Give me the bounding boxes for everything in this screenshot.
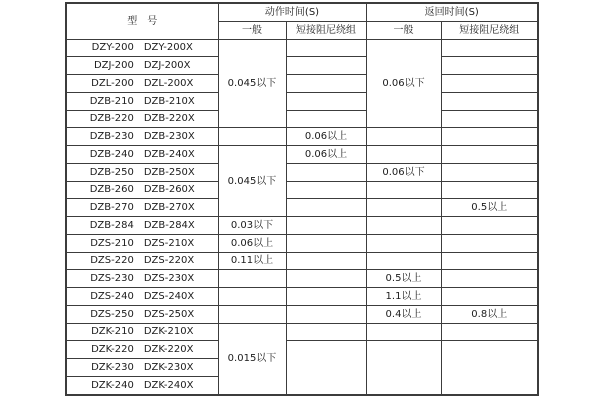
return-general-cell: 0.5以上 [366, 270, 441, 288]
model-name-x: DZB-230X [143, 131, 195, 143]
header-action-general: 一般 [218, 21, 286, 39]
return-damping-cell [441, 270, 538, 288]
model-cell [66, 181, 218, 199]
action-damping-cell [286, 252, 366, 270]
model-name-x: DZS-220X [143, 255, 195, 267]
model-name-x: DZB-210X [143, 95, 195, 107]
return-damping-cell [441, 92, 538, 110]
model-name-x: DZJ-200X [143, 60, 191, 72]
model-name-x: DZB-270X [143, 202, 195, 214]
model-name: DZB-270 [89, 202, 134, 214]
model-name: DZS-220 [90, 255, 134, 267]
table-row [66, 341, 538, 359]
model-cell [66, 252, 218, 270]
action-general-cell: 0.06以上 [218, 234, 286, 252]
action-damping-cell [286, 39, 366, 57]
model-cell [66, 323, 218, 341]
model-name-x: DZK-220X [143, 344, 194, 356]
header-model: 型 号 [66, 3, 218, 39]
return-general-cell [366, 199, 441, 217]
table-row [66, 305, 538, 323]
model-name-x: DZB-250X [143, 166, 195, 178]
model-name: DZL-200 [91, 77, 134, 89]
action-damping-cell [286, 75, 366, 93]
table-row [66, 252, 538, 270]
return-general-cell [366, 217, 441, 235]
model-name: DZB-250 [89, 166, 134, 178]
table-row [66, 39, 538, 57]
table-row [66, 234, 538, 252]
model-cell [66, 288, 218, 306]
header-return-general: 一般 [366, 21, 441, 39]
model-name: DZK-230 [91, 361, 134, 373]
model-cell [66, 39, 218, 57]
model-name: DZB-230 [89, 131, 134, 143]
model-cell [66, 163, 218, 181]
table-row [66, 288, 538, 306]
action-damping-cell [286, 181, 366, 199]
return-general-cell [366, 181, 441, 199]
return-damping-cell: 0.5以上 [441, 199, 538, 217]
return-damping-cell [441, 288, 538, 306]
model-cell [66, 359, 218, 377]
header-return-damping: 短接阻尼绕组 [441, 21, 538, 39]
return-general-cell [366, 146, 441, 164]
return-damping-cell [441, 252, 538, 270]
model-name-x: DZB-220X [143, 113, 195, 125]
return-damping-cell [441, 57, 538, 75]
model-name: DZB-220 [89, 113, 134, 125]
return-damping-cell [441, 341, 538, 395]
table-row [66, 92, 538, 110]
model-name-x: DZB-240X [143, 148, 195, 160]
return-damping-cell [441, 75, 538, 93]
table-row [66, 181, 538, 199]
model-name: DZB-240 [89, 148, 134, 160]
return-general-cell: 0.06以下 [366, 39, 441, 128]
model-name: DZB-210 [89, 95, 134, 107]
return-general-cell: 1.1以上 [366, 288, 441, 306]
model-cell [66, 110, 218, 128]
header-return-time: 返回时间(S) [366, 3, 538, 21]
model-name-x: DZS-250X [143, 308, 195, 320]
model-name-x: DZK-210X [143, 326, 194, 338]
return-damping-cell [441, 39, 538, 57]
return-general-cell: 0.4以上 [366, 305, 441, 323]
action-general-cell [218, 270, 286, 288]
return-general-cell [366, 234, 441, 252]
return-damping-cell: 0.8以上 [441, 305, 538, 323]
relay-spec-table [65, 2, 539, 396]
action-damping-cell [286, 217, 366, 235]
model-cell [66, 199, 218, 217]
model-cell [66, 146, 218, 164]
return-general-cell [366, 128, 441, 146]
action-damping-cell [286, 323, 366, 341]
table-row [66, 110, 538, 128]
model-name-x: DZS-240X [143, 290, 195, 302]
model-cell [66, 234, 218, 252]
table-row [66, 323, 538, 341]
model-name: DZS-210 [90, 237, 134, 249]
action-damping-cell [286, 110, 366, 128]
model-cell [66, 305, 218, 323]
return-damping-cell [441, 234, 538, 252]
header-action-damping: 短接阻尼绕组 [286, 21, 366, 39]
model-name: DZJ-200 [93, 60, 134, 72]
model-name: DZS-240 [90, 290, 134, 302]
model-cell [66, 341, 218, 359]
model-name: DZY-200 [91, 42, 134, 54]
return-general-cell [366, 323, 441, 341]
action-general-cell: 0.015以下 [218, 323, 286, 395]
model-name-x: DZB-260X [143, 184, 195, 196]
action-general-cell: 0.03以下 [218, 217, 286, 235]
model-name: DZS-250 [90, 308, 134, 320]
header-row-groups [66, 3, 538, 21]
action-damping-cell [286, 57, 366, 75]
action-damping-cell: 0.06以上 [286, 146, 366, 164]
action-general-cell [218, 305, 286, 323]
model-cell [66, 57, 218, 75]
model-name-x: DZK-240X [143, 379, 194, 391]
model-name: DZK-210 [91, 326, 134, 338]
model-cell [66, 92, 218, 110]
table-row [66, 199, 538, 217]
return-damping-cell [441, 128, 538, 146]
action-damping-cell [286, 163, 366, 181]
action-damping-cell: 0.06以上 [286, 128, 366, 146]
action-general-cell: 0.045以下 [218, 146, 286, 217]
model-name: DZB-284 [89, 219, 134, 231]
return-damping-cell [441, 146, 538, 164]
action-damping-cell [286, 341, 366, 395]
table-row [66, 270, 538, 288]
model-cell [66, 217, 218, 235]
model-name-x: DZK-230X [143, 361, 194, 373]
return-general-cell [366, 252, 441, 270]
model-cell [66, 376, 218, 395]
action-general-cell: 0.11以上 [218, 252, 286, 270]
model-cell [66, 270, 218, 288]
return-damping-cell [441, 323, 538, 341]
table-row [66, 146, 538, 164]
action-general-cell [218, 288, 286, 306]
model-name-x: DZL-200X [143, 77, 194, 89]
table-row [66, 128, 538, 146]
table-row [66, 75, 538, 93]
return-damping-cell [441, 217, 538, 235]
action-damping-cell [286, 199, 366, 217]
return-damping-cell [441, 181, 538, 199]
table-row [66, 217, 538, 235]
return-general-cell [366, 341, 441, 395]
action-damping-cell [286, 270, 366, 288]
action-general-cell [218, 128, 286, 146]
header-action-time: 动作时间(S) [218, 3, 366, 21]
table-row [66, 163, 538, 181]
action-damping-cell [286, 305, 366, 323]
model-cell [66, 75, 218, 93]
return-damping-cell [441, 163, 538, 181]
return-general-cell: 0.06以下 [366, 163, 441, 181]
model-name: DZK-240 [91, 379, 134, 391]
model-name-x: DZS-230X [143, 273, 195, 285]
action-damping-cell [286, 234, 366, 252]
return-damping-cell [441, 110, 538, 128]
action-damping-cell [286, 92, 366, 110]
model-cell [66, 128, 218, 146]
action-general-cell: 0.045以下 [218, 39, 286, 128]
model-name: DZK-220 [91, 344, 134, 356]
model-name-x: DZB-284X [143, 219, 195, 231]
table-row [66, 57, 538, 75]
model-name-x: DZY-200X [143, 42, 193, 54]
model-name-x: DZS-210X [143, 237, 195, 249]
model-name: DZS-230 [90, 273, 134, 285]
action-damping-cell [286, 288, 366, 306]
model-name: DZB-260 [89, 184, 134, 196]
